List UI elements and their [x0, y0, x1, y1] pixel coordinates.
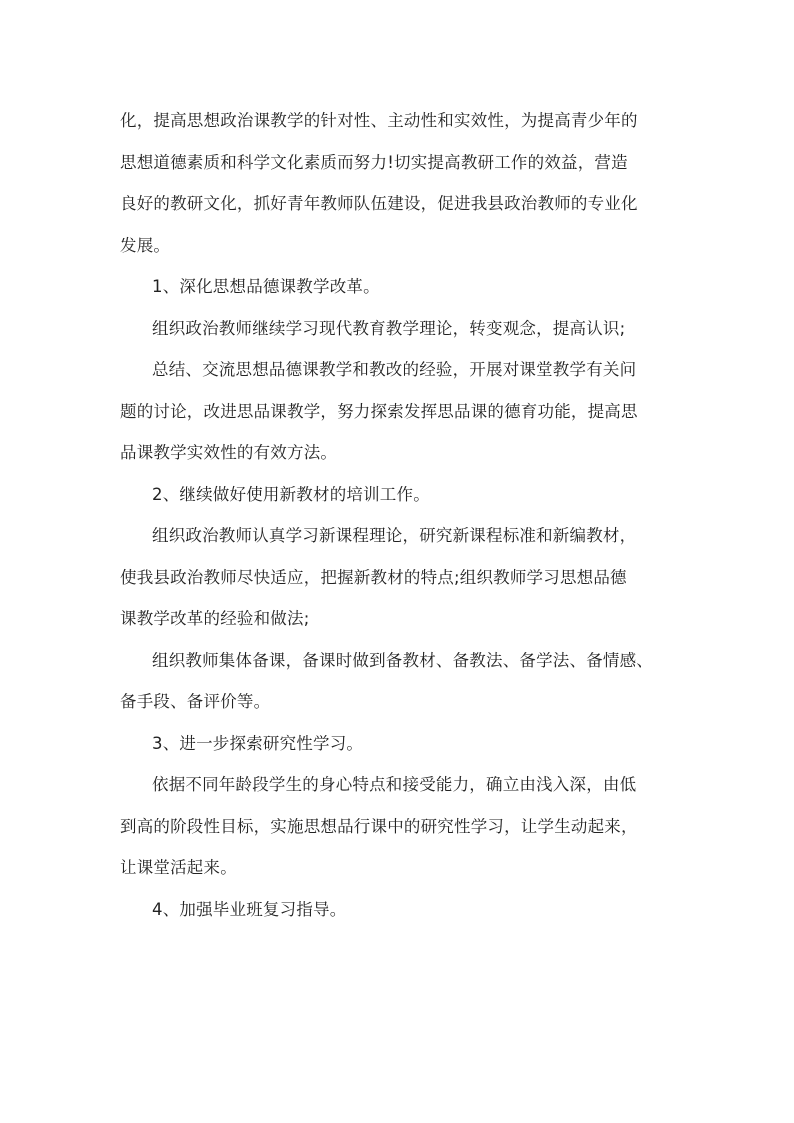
text-line: 让课堂活起来。 [120, 858, 237, 877]
text-line: 组织政治教师认真学习新课程理论，研究新课程标准和新编教材， [152, 526, 637, 545]
text-line: 备手段、备评价等。 [120, 692, 271, 711]
text-line: 组织政治教师继续学习现代教育教学理论，转变观念，提高认识; [152, 318, 626, 338]
text-line: 品课教学实效性的有效方法。 [120, 443, 338, 462]
text-line: 化，提高思想政治课教学的针对性、主动性和实效性，为提高青少年的 [120, 111, 638, 130]
section-heading: 3、进一步探索研究性学习。 [152, 733, 364, 753]
section-heading: 4、加强毕业班复习指导。 [152, 899, 347, 919]
text-line: 总结、交流思想品德课教学和教改的经验，开展对课堂教学有关问 [152, 360, 637, 379]
text-line: 思想道德素质和科学文化素质而努力!切实提高教研工作的效益，营造 [120, 152, 628, 172]
section-heading: 2、继续做好使用新教材的培训工作。 [152, 484, 430, 504]
section-heading: 1、深化思想品德课教学改革。 [152, 277, 380, 296]
text-line: 题的讨论，改进思品课教学，努力探索发挥思品课的德育功能，提高思 [120, 401, 638, 421]
text-line: 组织教师集体备课，备课时做到备教材、备教法、备学法、备情感、 [152, 650, 653, 670]
text-line: 发展。 [120, 235, 171, 255]
document-body [120, 100, 676, 930]
text-line: 到高的阶段性目标，实施思想品行课中的研究性学习，让学生动起来， [120, 816, 638, 836]
text-line: 使我县政治教师尽快适应，把握新教材的特点;组织教师学习思想品德 [120, 567, 627, 587]
text-line: 课教学改革的经验和做法; [120, 609, 310, 628]
text-line: 依据不同年龄段学生的身心特点和接受能力，确立由浅入深，由低 [152, 775, 637, 794]
text-line: 良好的教研文化，抓好青年教师队伍建设，促进我县政治教师的专业化 [120, 194, 638, 213]
